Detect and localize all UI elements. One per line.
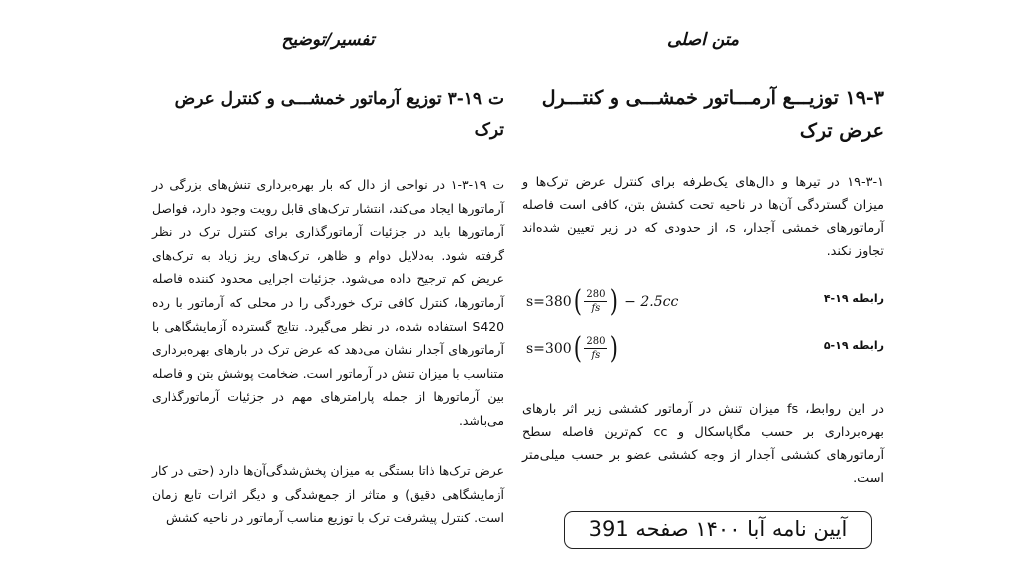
fraction-denominator: fs [591, 303, 601, 314]
equation-label: رابطه ۱۹-۵ [823, 339, 884, 352]
fraction-numerator: 280 [586, 336, 606, 347]
commentary-section-title: ت ۱۹-۳ توزیع آرماتور خمشـــی و کنترل عرض ترک [174, 89, 504, 140]
equation-label: رابطه ۱۹-۴ [823, 292, 884, 305]
section-title: ۱۹-۳ توزیـــع آرمـــاتور خمشـــی و کنتـــرل عرض ترک [541, 87, 884, 142]
commentary-paragraph-2: عرض ترک‌ها ذاتا بستگی به میزان پخش‌شدگی‌آن‌ها دارد (حتی در کار آزمایشگاهی دقیق) و متاثر از جمع‌شدگی و دیگر اثرات تابع زمان است. کنترل پیشرفت ترک با توزیع مناسب آرماتور در ناحیه کشش [152, 463, 504, 526]
equation-lhs: s=380 [526, 294, 572, 310]
page-reference-box: آیین نامه آبا ۱۴۰۰ صفحه 391 [564, 511, 872, 549]
fraction-numerator: 280 [586, 289, 606, 300]
equation-19-5 [522, 329, 884, 369]
commentary-header: تفسیر/توضیح [281, 30, 375, 50]
equation-19-4 [522, 282, 884, 322]
main-text-header: متن اصلی [666, 30, 740, 50]
fraction-denominator: fs [591, 350, 601, 361]
equation-fraction [584, 289, 607, 315]
equation-tail: − 2.5cc [624, 294, 679, 310]
equation-lhs: s=300 [526, 341, 572, 357]
main-paragraph-1: ۱۹-۳-۱ در تیرها و دال‌های یک‌طرفه برای کنترل عرض ترک‌ها و میزان گستردگی آن‌ها در ناحیه تحت کشش بتن، کافی است فاصله آرماتورهای خمشی آجدار، s، از حدودی که در زیر تعیین شده‌اند تجاوز نکند. [522, 175, 884, 259]
commentary-paragraph-1: ت ۱۹-۳-۱ در نواحی از دال که بار بهره‌برداری تنش‌های بزرگی در آرماتورها ایجاد می‌کند، انتشار ترک‌های قابل رویت وجود دارد، فواصل آرماتورها باید در جزئیات آرماتورگذاری برای کنترل ترک در نظر گرفته شود. به‌دلایل دوام و ظاهر، ترک‌های ریز زیاد به ترک‌های عریض کم ترجیح داده می‌شود. جزئیات اجرایی محدود کننده فاصله آرماتورها، کنترل کافی ترک خوردگی را در محلی که آرماتور با رده S420 استفاده شده، در نظر می‌گیرد. نتایج گسترده آزمایشگاهی با آرماتورهای آجدار نشان می‌دهد که عرض ترک در بارهای بهره‌برداری متناسب با میزان تنش در آرماتور است. ضخامت پوشش بتن و فاصله بین آرماتورها از جمله پارامترهای مهم در جزئیات آرماتورگذاری می‌باشد. [152, 177, 504, 428]
equation-math: s=300 ( $\frac{280}{fs}$ ) [526, 331, 619, 366]
equation-math: s=380 ( $\frac{280}{fs}$ ) − 2.5cc [526, 284, 679, 319]
equation-fraction [584, 336, 607, 362]
main-paragraph-2: در این روابط، fs میزان تنش در آرماتور کششی زیر اثر بارهای بهره‌برداری بر حسب مگاپاسکال و cc کم‌ترین فاصله سطح آرماتورهای کششی آجدار از وجه کششی عضو بر حسب میلی‌متر است. [522, 402, 884, 486]
